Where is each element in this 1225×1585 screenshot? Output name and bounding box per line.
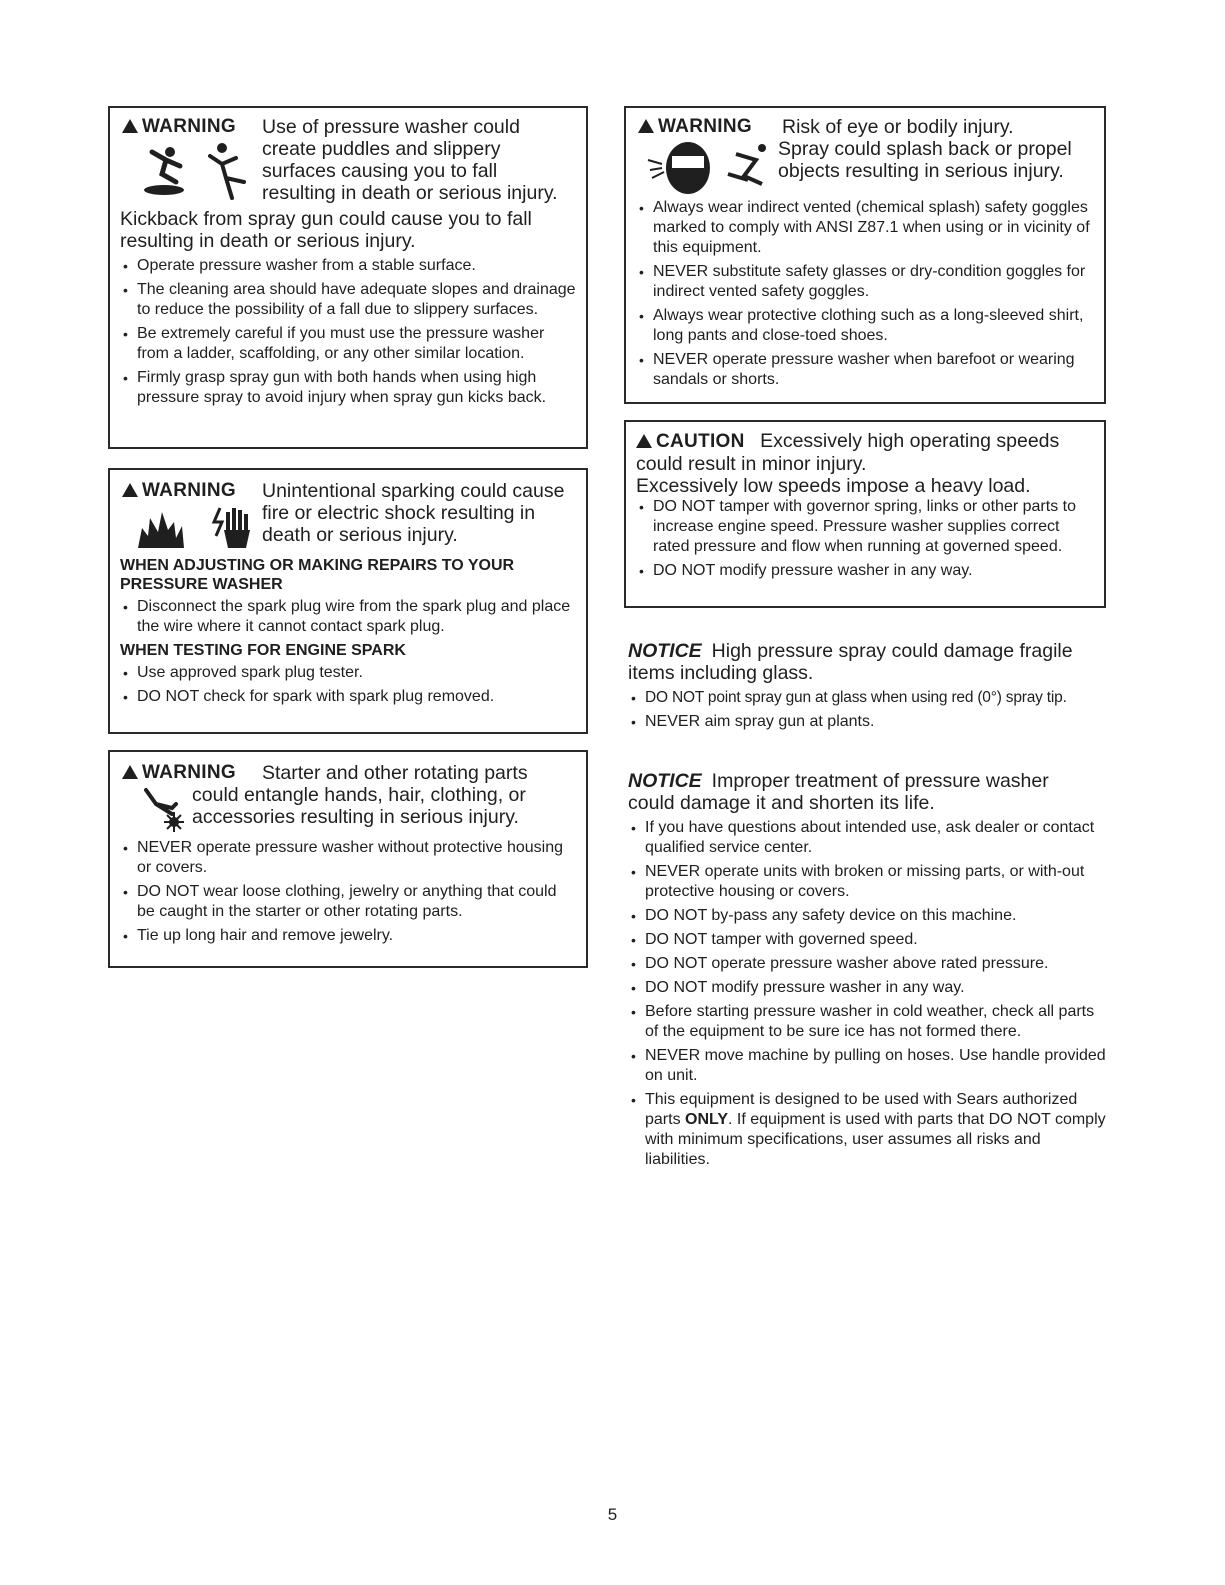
warning-box-rotating [108,750,588,968]
list-item: • Tie up long hair and remove jewelry. [120,926,578,946]
bullet-list [120,256,578,408]
list-item: • NEVER aim spray gun at plants. [628,712,1110,732]
headline-line: accessories resulting in serious injury. [192,806,519,828]
list-item: • Disconnect the spark plug wire from the spark plug and place the wire where it cannot contact spark plug. [120,597,578,637]
headline-line: Improper treatment of pressure washer [711,770,1049,792]
headline-line: Unintentional sparking could cause [262,480,565,502]
headline-line: Spray could splash back or propel [778,138,1072,160]
list-item: • DO NOT point spray gun at glass when using red (0°) spray tip. [628,688,1110,708]
headline-line: fire or electric shock resulting in [262,502,536,524]
page-number: 5 [607,1505,618,1524]
warning-box-eye [624,106,1106,404]
headline-line: Excessively high operating speeds [760,430,1060,452]
list-item: • Always wear protective clothing such as a long-sleeved shirt, long pants and close-toed shoes. [636,306,1096,346]
headline-line: could entangle hands, hair, clothing, or [192,784,526,806]
list-item: • This equipment is designed to be used with Sears authorized parts ONLY. If equipment is used with parts that DO NOT comply with minimum specifications, user assumes all risks and liabilities. [628,1090,1106,1170]
headline-line: items including glass. [628,662,814,684]
headline-line: Starter and other rotating parts [262,762,528,784]
caution-signal: CAUTION [636,431,745,452]
warning-signal: WARNING [122,762,236,784]
list-item: • DO NOT by-pass any safety device on this machine. [628,906,1106,926]
alert-triangle-icon [638,119,654,133]
headline-line: Excessively low speeds impose a heavy load. [636,475,1031,497]
list-item: • DO NOT tamper with governed speed. [628,930,1106,950]
list-item: • Operate pressure washer from a stable surface. [120,256,578,276]
warning-signal: WARNING [122,480,236,502]
headline-line: death or serious injury. [262,524,458,546]
section-heading: WHEN TESTING FOR ENGINE SPARK [120,642,406,659]
list-item: • NEVER operate pressure washer without protective housing or covers. [120,838,578,878]
notice-treatment [628,770,1106,1174]
headline-line: objects resulting in serious injury. [778,160,1064,182]
alert-triangle-icon [122,119,138,133]
list-item: • If you have questions about intended use, ask dealer or contact qualified service center. [628,818,1106,858]
warning-box-spark [108,468,588,734]
section-heading: WHEN ADJUSTING OR MAKING REPAIRS TO YOUR PRESSURE WASHER [120,557,515,593]
list-item: • DO NOT modify pressure washer in any way. [636,561,1096,581]
alert-triangle-icon [122,483,138,497]
alert-triangle-icon [122,765,138,779]
pictogram-fire-shock-icon [134,504,254,550]
notice-label: NOTICE [628,770,702,792]
warning-box-slip [108,106,588,449]
bullet-list [636,198,1096,390]
list-item: • DO NOT wear loose clothing, jewelry or anything that could be caught in the starter or other rotating parts. [120,882,578,922]
bullet-list [628,688,1110,732]
kickback-line: Kickback from spray gun could cause you to fall [120,208,532,230]
alert-triangle-icon [636,434,652,448]
bullet-list [120,838,578,946]
pictogram-entanglement-icon [142,786,192,832]
headline-line: Risk of eye or bodily injury. [782,116,1014,138]
list-item: • The cleaning area should have adequate slopes and drainage to reduce the possibility of a fall due to slippery surfaces. [120,280,578,320]
list-item: • NEVER move machine by pulling on hoses. Use handle provided on unit. [628,1046,1106,1086]
caution-box [624,420,1106,608]
bullet-list [120,663,578,707]
headline-line: create puddles and slippery [262,138,501,160]
kickback-line: resulting in death or serious injury. [120,230,416,252]
warning-signal: WARNING [122,116,236,138]
notice-glass [628,640,1110,736]
list-item: • DO NOT operate pressure washer above rated pressure. [628,954,1106,974]
headline-line: High pressure spray could damage fragile [711,640,1073,662]
headline-line: could result in minor injury. [636,453,867,475]
list-item: • Use approved spark plug tester. [120,663,578,683]
headline-line: resulting in death or serious injury. [262,182,558,204]
warning-signal: WARNING [638,116,752,138]
bullet-list [636,497,1096,581]
headline-line: Use of pressure washer could [262,116,520,138]
list-item: • Always wear indirect vented (chemical splash) safety goggles marked to comply with ANSI Z87.1 when using or in vicinity of this equipment. [636,198,1096,258]
list-item: • NEVER substitute safety glasses or dry-condition goggles for indirect vented safety goggles. [636,262,1096,302]
list-item: • DO NOT modify pressure washer in any way. [628,978,1106,998]
list-item: • NEVER operate pressure washer when barefoot or wearing sandals or shorts. [636,350,1096,390]
bullet-list [120,597,578,637]
list-item: • Be extremely careful if you must use the pressure washer from a ladder, scaffolding, or any other similar location. [120,324,578,364]
headline-line: surfaces causing you to fall [262,160,498,182]
pictogram-goggles-splash-icon [644,140,774,196]
list-item: • Before starting pressure washer in cold weather, check all parts of the equipment to be sure ice has not formed there. [628,1002,1106,1042]
bullet-list [628,818,1106,1170]
list-item: • DO NOT check for spark with spark plug removed. [120,687,578,707]
notice-label: NOTICE [628,640,702,662]
list-item: • Firmly grasp spray gun with both hands when using high pressure spray to avoid injury when spray gun kicks back. [120,368,578,408]
list-item: • DO NOT tamper with governor spring, links or other parts to increase engine speed. Pressure washer supplies correct rated pressure and flow when running at governed speed. [636,497,1096,557]
pictogram-slip-fall-icon [140,142,250,200]
headline-line: could damage it and shorten its life. [628,792,935,814]
list-item: • NEVER operate units with broken or missing parts, or with-out protective housing or covers. [628,862,1106,902]
